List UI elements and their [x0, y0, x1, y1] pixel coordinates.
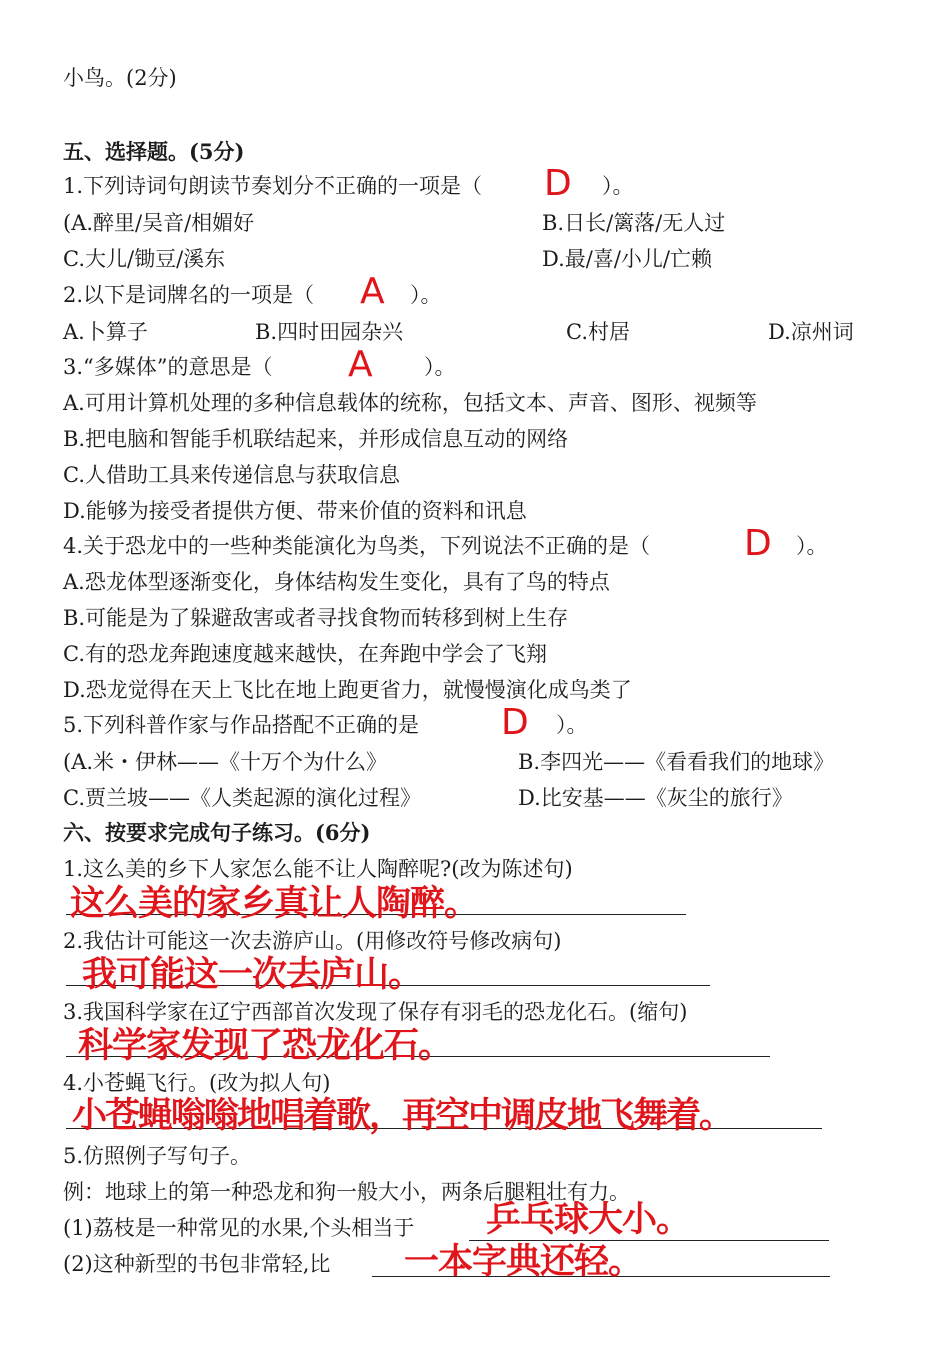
- q5-1-option-d: D.最/喜/小儿/亡赖: [542, 247, 712, 271]
- q5-4-answer: D: [744, 523, 772, 564]
- q5-4-option-b: B.可能是为了躲避敌害或者寻找食物而转移到树上生存: [63, 606, 569, 630]
- q6-5-sub2-answer: 一本字典还轻。: [404, 1242, 643, 1282]
- q6-5-example: 例：地球上的第一种恐龙和狗一般大小，两条后腿粗壮有力。: [63, 1180, 630, 1204]
- q6-5-sub1-answer: 乒乓球大小。: [486, 1200, 691, 1240]
- q5-2-close: ）。: [410, 283, 442, 307]
- q5-1-stem: 1.下列诗词句朗读节奏划分不正确的一项是（: [63, 174, 483, 198]
- q6-3-answer: 科学家发现了恐龙化石。: [78, 1026, 453, 1066]
- q6-4-answer: 小苍蝇嗡嗡地唱着歌，再空中调皮地飞舞着。: [72, 1096, 733, 1136]
- section-six-heading: 六、按要求完成句子练习。(6分): [63, 820, 371, 845]
- q5-5-answer: D: [501, 702, 529, 743]
- q5-5-option-b: B.李四光——《看看我们的地球》: [518, 750, 835, 774]
- q5-5-option-d: D.比安基——《灰尘的旅行》: [518, 786, 793, 810]
- q5-3-answer: A: [348, 344, 373, 385]
- q6-1-answer: 这么美的家乡真让人陶醉。: [70, 884, 479, 924]
- q5-2-answer: A: [360, 271, 385, 312]
- q5-3-option-c: C.人借助工具来传递信息与获取信息: [63, 463, 400, 487]
- q5-2-option-d: D.凉州词: [768, 320, 854, 344]
- q5-1-option-b: B.日长/篱落/无人过: [542, 211, 726, 235]
- q6-2-answer: 我可能这一次去庐山。: [82, 955, 423, 995]
- q6-5-sub1-answer-line: [469, 1240, 829, 1241]
- q5-2-stem: 2.以下是词牌名的一项是（: [63, 283, 315, 307]
- q5-5-close: ）。: [556, 713, 588, 737]
- q5-3-option-d: D.能够为接受者提供方便、带来价值的资料和讯息: [63, 499, 527, 523]
- q5-3-stem: 3.“多媒体”的意思是（: [63, 355, 273, 379]
- q5-3-option-b: B.把电脑和智能手机联结起来，并形成信息互动的网络: [63, 427, 569, 451]
- q6-5-sub1-stem: (1)荔枝是一种常见的水果,个头相当于: [63, 1216, 415, 1240]
- q5-4-option-d: D.恐龙觉得在天上飞比在地上跑更省力，就慢慢演化成鸟类了: [63, 678, 632, 702]
- section-five-heading: 五、选择题。(5分): [63, 139, 245, 164]
- q5-5-option-a: (A.米・伊林——《十万个为什么》: [63, 750, 388, 774]
- q5-5-option-c: C.贾兰坡——《人类起源的演化过程》: [63, 786, 421, 810]
- q5-5-stem: 5.下列科普作家与作品搭配不正确的是: [63, 713, 420, 737]
- q5-1-option-c: C.大儿/锄豆/溪东: [63, 247, 226, 271]
- q5-3-option-a: A.可用计算机处理的多种信息载体的统称，包括文本、声音、图形、视频等: [63, 391, 757, 415]
- q5-4-option-c: C.有的恐龙奔跑速度越来越快，在奔跑中学会了飞翔: [63, 642, 547, 666]
- q5-1-option-a: (A.醉里/吴音/相媚好: [63, 211, 255, 235]
- q5-1-close: ）。: [602, 174, 634, 198]
- q6-2-stem: 2.我估计可能这一次去游庐山。(用修改符号修改病句): [63, 929, 562, 953]
- continued-line: 小鸟。(2分): [63, 66, 177, 90]
- q5-2-option-a: A.卜算子: [63, 320, 148, 344]
- q6-1-stem: 1.这么美的乡下人家怎么能不让人陶醉呢?(改为陈述句): [63, 857, 573, 881]
- q6-4-stem: 4.小苍蝇飞行。(改为拟人句): [63, 1071, 331, 1095]
- q5-1-answer: D: [544, 163, 572, 204]
- q5-4-option-a: A.恐龙体型逐渐变化，身体结构发生变化，具有了鸟的特点: [63, 570, 610, 594]
- q6-3-stem: 3.我国科学家在辽宁西部首次发现了保存有羽毛的恐龙化石。(缩句): [63, 1000, 688, 1024]
- q5-4-close: ）。: [796, 534, 828, 558]
- q6-5-sub2-stem: (2)这种新型的书包非常轻,比: [63, 1252, 331, 1276]
- q5-4-stem: 4.关于恐龙中的一些种类能演化为鸟类，下列说法不正确的是（: [63, 534, 651, 558]
- q5-2-option-c: C.村居: [566, 320, 630, 344]
- q5-3-close: ）。: [424, 355, 456, 379]
- q6-5-stem: 5.仿照例子写句子。: [63, 1144, 252, 1168]
- q5-2-option-b: B.四时田园杂兴: [255, 320, 404, 344]
